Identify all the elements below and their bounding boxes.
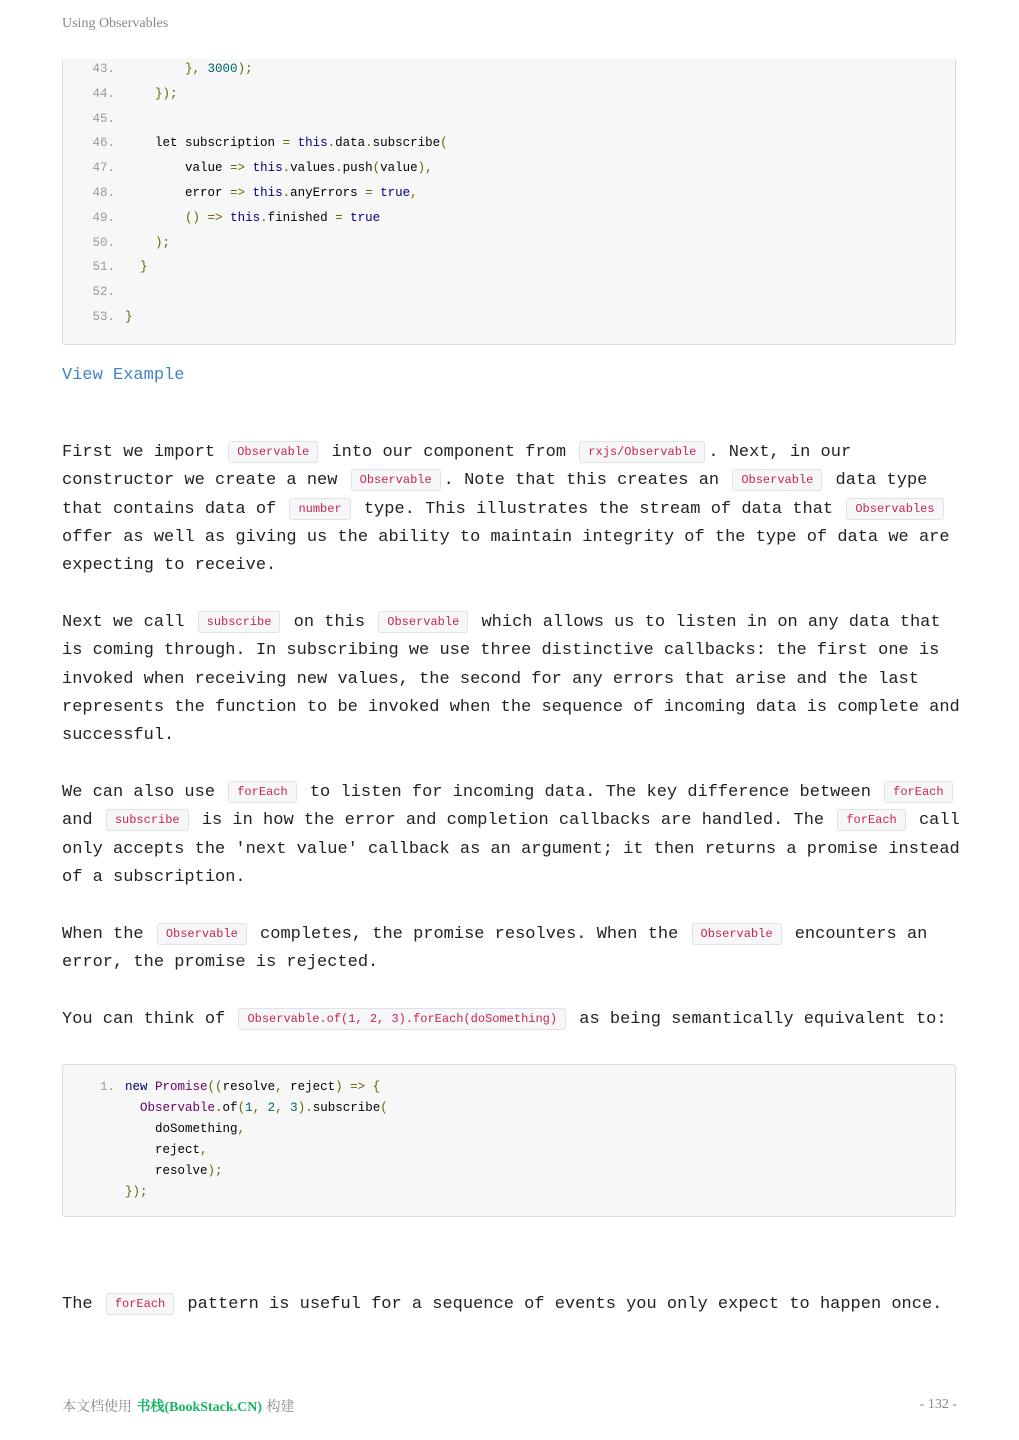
line-number: 52. <box>92 285 115 300</box>
code-text <box>125 1077 380 1098</box>
code-token: . <box>365 136 373 151</box>
code-token: new <box>125 1080 148 1094</box>
code-token: . <box>215 1101 223 1115</box>
code-token: (( <box>207 1080 223 1094</box>
code-text <box>125 1140 208 1161</box>
code-token: = <box>335 210 343 225</box>
code-text <box>125 307 133 327</box>
page-number: - 132 - <box>919 1397 957 1412</box>
code-token: Observable <box>140 1101 216 1115</box>
line-number: 49. <box>92 210 115 225</box>
code-token: . <box>260 210 268 225</box>
code-token: true <box>380 186 411 200</box>
code-token: () <box>185 210 201 225</box>
paragraph-text: completes, the promise resolves. When the <box>249 925 689 944</box>
line-number: 51. <box>92 260 115 275</box>
code-token: { <box>372 1080 381 1094</box>
paragraph-text: data type that contains data of <box>62 471 928 519</box>
paragraph-text: You can think of <box>62 1010 236 1029</box>
paragraph-text: The <box>62 1295 103 1314</box>
line-number: 50. <box>92 235 115 250</box>
code-token <box>245 186 253 200</box>
code-token <box>245 161 253 175</box>
code-token <box>125 62 185 76</box>
code-text <box>125 158 433 178</box>
paragraph-text: First we import <box>62 443 226 462</box>
code-token: this <box>230 210 261 225</box>
code-token: subscribe <box>312 1101 381 1115</box>
paragraph-foreach-pattern <box>62 1291 962 1319</box>
paragraph-text: . Note that this creates an <box>443 471 730 491</box>
code-token: error <box>125 186 231 200</box>
paragraph-foreach <box>62 779 962 892</box>
code-token: , <box>275 1101 283 1115</box>
paragraph-text: is in how the error and completion callbacks are handled. The <box>191 811 835 831</box>
code-token: ); <box>237 62 253 76</box>
code-token: doSomething <box>125 1122 238 1136</box>
code-token: , <box>275 1080 283 1094</box>
paragraph-promise-resolves <box>62 921 962 978</box>
code-token: reject <box>282 1080 336 1094</box>
code-block-subscription <box>62 59 956 345</box>
paragraph-text: and <box>62 811 103 831</box>
code-text <box>125 84 178 104</box>
paragraph-text: pattern is useful for a sequence of events you only expect to happen once. <box>177 1295 943 1314</box>
inline-code: rxjs/Observable <box>579 441 705 463</box>
paragraph-text: type. This illustrates the stream of data that <box>353 499 844 519</box>
inline-code: subscribe <box>106 809 189 831</box>
code-token: value <box>125 161 231 176</box>
code-token: subscribe <box>372 136 441 151</box>
paragraph-text: to listen for incoming data. The key difference between <box>299 783 882 802</box>
code-token <box>148 1080 156 1094</box>
code-token <box>125 260 140 274</box>
code-token: 2 <box>267 1101 276 1115</box>
code-token <box>200 62 208 76</box>
code-token: , <box>200 1143 208 1157</box>
code-token: values <box>290 161 336 176</box>
code-token: resolve <box>222 1080 276 1094</box>
code-token: => <box>230 161 246 176</box>
code-token: ( <box>380 1101 388 1115</box>
inline-code: Observable <box>378 611 468 633</box>
paragraph-text: encounters an error, the promise is rejected. <box>62 925 928 973</box>
code-token: data <box>335 136 366 151</box>
code-token: Promise <box>155 1080 208 1094</box>
code-token: ); <box>207 1164 223 1178</box>
code-token: anyErrors <box>290 186 366 200</box>
inline-code: subscribe <box>198 611 281 633</box>
code-token <box>125 236 155 250</box>
code-token: ), <box>417 161 433 176</box>
code-token: resolve <box>125 1164 208 1178</box>
code-token: }); <box>125 1185 148 1199</box>
code-token: }, <box>185 62 201 76</box>
code-token: . <box>335 161 343 176</box>
code-token: => <box>350 1080 366 1094</box>
code-token: ( <box>372 161 381 176</box>
code-token: reject <box>125 1143 201 1157</box>
line-number: 43. <box>92 62 115 76</box>
paragraph-import-observable <box>62 439 962 580</box>
code-token: } <box>125 310 133 324</box>
code-token: ( <box>237 1101 246 1115</box>
paragraph-text: offer as well as giving us the ability to maintain integrity of the type of data we are expecting to receive. <box>62 527 950 576</box>
code-text <box>125 1161 223 1182</box>
page-header-title: Using Observables <box>62 16 169 31</box>
code-token: ); <box>155 235 171 250</box>
paragraph-text: as being semantically equivalent to: <box>569 1010 947 1029</box>
line-number: 44. <box>92 86 115 101</box>
code-token: , <box>237 1122 246 1136</box>
code-token: this <box>252 186 283 200</box>
code-token <box>125 87 155 101</box>
code-token: of <box>222 1101 238 1115</box>
code-text <box>125 1098 388 1119</box>
paragraph-text: on this <box>283 613 376 632</box>
code-token: this <box>297 136 328 151</box>
code-token: let subscription <box>125 136 283 151</box>
inline-code: Observable <box>157 923 247 945</box>
code-token <box>125 211 185 225</box>
footer-brand-link[interactable]: 书栈(BookStack.CN) <box>136 1400 263 1415</box>
line-number: 1. <box>99 1080 115 1094</box>
inline-code: Observable <box>351 469 441 491</box>
code-token <box>223 211 231 225</box>
code-token: = <box>282 136 291 151</box>
inline-code: Observables <box>846 498 943 520</box>
code-text <box>125 59 253 79</box>
code-token: value <box>380 161 418 176</box>
footer-credit <box>62 1396 295 1416</box>
line-number: 46. <box>92 136 115 151</box>
inline-code: forEach <box>837 809 905 831</box>
code-token: }); <box>155 86 178 101</box>
code-token <box>290 136 298 150</box>
code-token: 3 <box>290 1101 298 1115</box>
code-token: finished <box>267 210 336 225</box>
code-token <box>125 1101 140 1115</box>
code-text <box>125 133 448 153</box>
inline-code: Observable <box>228 441 318 463</box>
code-token: . <box>282 161 291 176</box>
inline-code: Observable <box>692 923 782 945</box>
code-token: , <box>252 1101 261 1115</box>
paragraph-text: into our component from <box>321 443 577 462</box>
code-token: } <box>140 260 148 275</box>
code-token: => <box>207 210 223 225</box>
code-token: = <box>365 186 373 200</box>
inline-code: forEach <box>228 781 296 803</box>
code-token: push <box>342 161 373 176</box>
code-token: ( <box>440 136 448 151</box>
code-block-promise-equivalent <box>62 1064 956 1217</box>
line-number: 45. <box>92 111 115 126</box>
code-token <box>343 1080 351 1094</box>
paragraph-subscribe <box>62 609 962 750</box>
code-token: , <box>410 186 418 200</box>
paragraph-text: which allows us to listen in on any data that is coming through. In subscribing we use three distinctive callbacks: the first one is invoked when receiving new values, the second for any errors that arise and the last represents the function to be invoked when the sequence of incoming data is complete and successful. <box>62 613 960 746</box>
code-token: 1 <box>245 1101 253 1115</box>
inline-code: Observable <box>732 469 822 491</box>
paragraph-text: Next we call <box>62 613 195 632</box>
inline-code: forEach <box>106 1293 174 1315</box>
code-text <box>125 1119 245 1140</box>
code-text <box>125 233 170 253</box>
code-token: => <box>230 186 246 200</box>
code-token: . <box>282 186 291 200</box>
code-token: ) <box>335 1080 343 1094</box>
paragraph-semantic-equivalent <box>62 1006 962 1034</box>
view-example-link[interactable]: View Example <box>62 366 185 385</box>
line-number: 47. <box>92 161 115 176</box>
inline-code: forEach <box>884 781 952 803</box>
footer-suffix: 构建 <box>262 1399 295 1415</box>
line-number: 48. <box>92 186 115 200</box>
code-text <box>125 183 418 203</box>
code-token: this <box>252 161 283 176</box>
paragraph-text: call only accepts the 'next value' callback as an argument; it then returns a promise instead of a subscription. <box>62 811 960 887</box>
code-token <box>373 186 381 200</box>
paragraph-text: When the <box>62 925 154 944</box>
code-token: true <box>350 210 381 225</box>
paragraph-text: We can also use <box>62 783 226 802</box>
code-token: ). <box>297 1101 313 1115</box>
code-text <box>125 1182 148 1203</box>
code-token: . <box>327 136 336 151</box>
code-token <box>365 1080 373 1094</box>
inline-code: number <box>289 498 350 520</box>
paragraph-text: . Next, in our constructor we create a new <box>62 443 852 491</box>
line-number: 53. <box>92 310 115 324</box>
code-text <box>125 208 380 228</box>
code-token: 3000 <box>207 62 238 76</box>
inline-code: Observable.of(1, 2, 3).forEach(doSomething) <box>238 1008 566 1030</box>
footer-prefix: 本文档使用 <box>62 1399 137 1415</box>
code-token <box>200 211 208 225</box>
code-text <box>125 257 148 277</box>
code-token <box>260 1101 268 1115</box>
